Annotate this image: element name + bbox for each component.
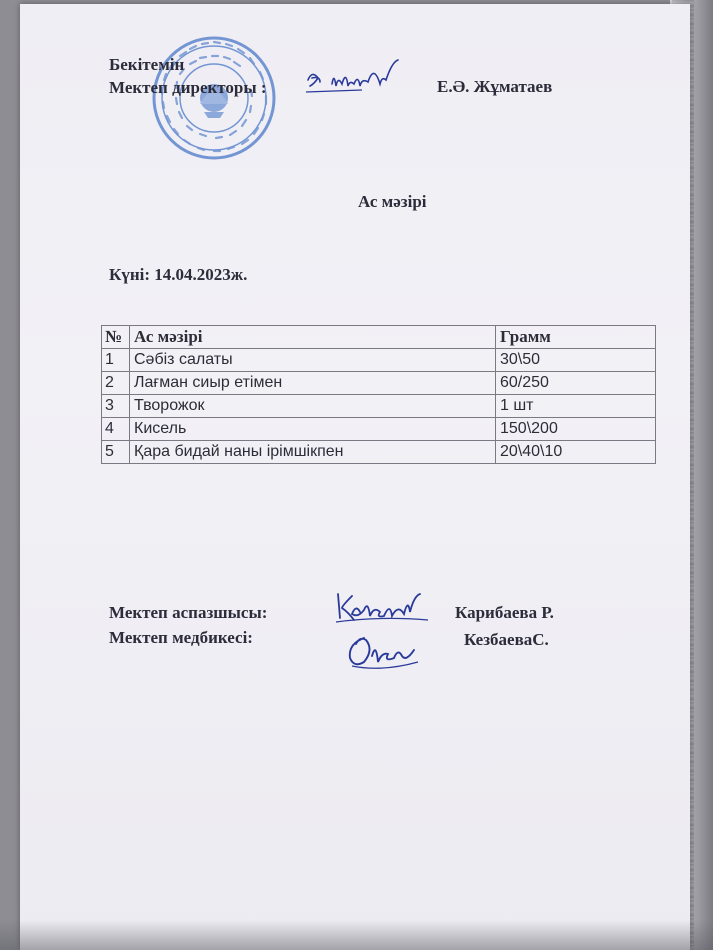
- header-number: №: [102, 326, 130, 349]
- nurse-title: Мектеп медбикесі:: [109, 628, 253, 647]
- nurse-signature-icon: [342, 632, 422, 674]
- row-number: 5: [102, 441, 130, 464]
- row-grams: 1 шт: [496, 395, 656, 418]
- row-grams: 30\50: [496, 349, 656, 372]
- scan-bottom-shadow: [0, 920, 713, 950]
- table-row: [102, 349, 656, 372]
- nurse-name: КезбаеваС.: [464, 630, 549, 649]
- date-line: [109, 265, 247, 285]
- row-number: 1: [102, 349, 130, 372]
- row-number: 2: [102, 372, 130, 395]
- director-title: Мектеп директоры :: [109, 78, 267, 97]
- approval-label: Бекітемін: [109, 55, 185, 74]
- document-page: [20, 4, 690, 950]
- row-dish: Творожок: [130, 395, 496, 418]
- row-dish: Лағман сиыр етімен: [130, 372, 496, 395]
- document-title: Ас мәзірі: [358, 192, 427, 211]
- table-row: [102, 441, 656, 464]
- table-row: [102, 395, 656, 418]
- header-grams: Грамм: [496, 326, 656, 349]
- date-label: Күні:: [109, 265, 151, 284]
- row-number: 4: [102, 418, 130, 441]
- menu-table: [101, 325, 656, 464]
- row-dish: Кисель: [130, 418, 496, 441]
- row-grams: 150\200: [496, 418, 656, 441]
- table-row: [102, 418, 656, 441]
- row-dish: Сәбіз салаты: [130, 349, 496, 372]
- row-grams: 60/250: [496, 372, 656, 395]
- table-row: [102, 372, 656, 395]
- cook-title: Мектеп аспазшысы:: [109, 603, 268, 622]
- cook-name: Карибаева Р.: [455, 603, 554, 622]
- header-dish: Ас мәзірі: [130, 326, 496, 349]
- director-signature-icon: [302, 56, 402, 98]
- cook-signature-icon: [330, 588, 430, 628]
- date-value: 14.04.2023ж.: [154, 265, 248, 284]
- table-header-row: [102, 326, 656, 349]
- row-grams: 20\40\10: [496, 441, 656, 464]
- row-dish: Қара бидай наны ірімшікпен: [130, 441, 496, 464]
- school-stamp-icon: [150, 34, 278, 162]
- row-number: 3: [102, 395, 130, 418]
- director-name: Е.Ә. Жұматаев: [437, 77, 553, 96]
